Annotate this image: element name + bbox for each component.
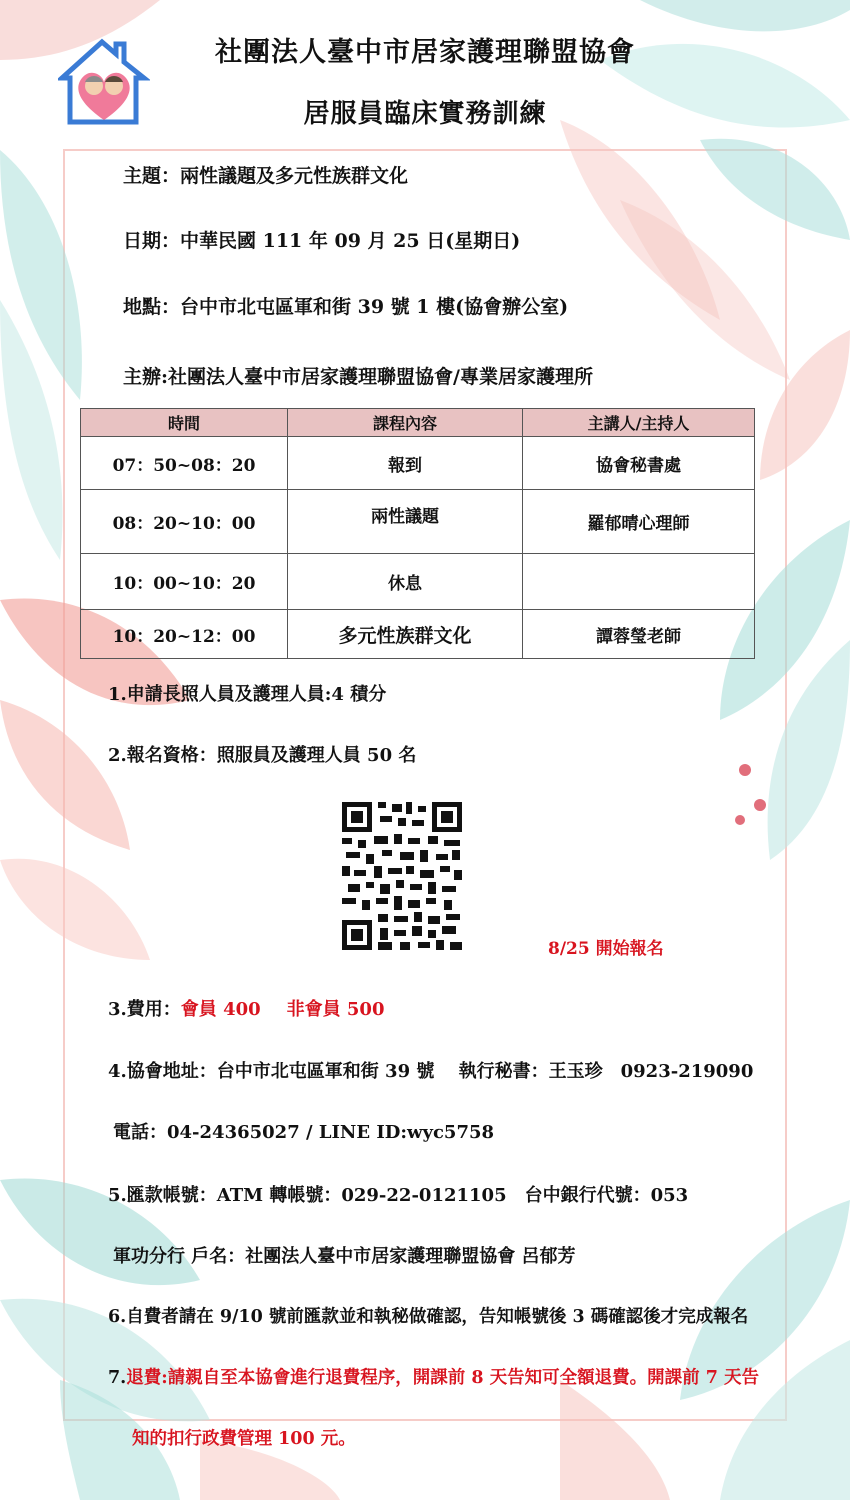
credits-note: 1.申請長照人員及護理人員:4 積分 bbox=[108, 684, 387, 705]
topic-line: 主題：兩性議題及多元性族群文化 bbox=[123, 165, 409, 187]
bank-note: 5.匯款帳號：ATM 轉帳號：029-22-0121105 台中銀行代號：053 bbox=[108, 1185, 689, 1206]
row-speaker: 譚蓉瑩老師 bbox=[523, 610, 755, 659]
confirm-note: 6.自費者請在 9/10 號前匯款並和執秘做確認，告知帳號後 3 碼確認後才完成報名 bbox=[108, 1307, 749, 1327]
schedule-table bbox=[80, 408, 755, 659]
phone-note: 電話：04-24365027 / LINE ID:wyc5758 bbox=[113, 1122, 495, 1143]
row-speaker bbox=[523, 554, 755, 610]
row-speaker: 羅郁晴心理師 bbox=[523, 490, 755, 554]
organizer-line: 主辦:社團法人臺中市居家護理聯盟協會/專業居家護理所 bbox=[123, 366, 593, 388]
refund-number: 7. bbox=[108, 1368, 127, 1388]
refund-line2: 知的扣行政費管理 100 元。 bbox=[132, 1429, 356, 1449]
row-content: 多元性族群文化 bbox=[288, 610, 523, 659]
schedule-header-row bbox=[81, 409, 755, 437]
row-time: 07：50~08：20 bbox=[81, 437, 288, 490]
branch-note: 軍功分行 戶名：社團法人臺中市居家護理聯盟協會 呂郁芳 bbox=[113, 1246, 576, 1267]
header-content: 課程內容 bbox=[288, 409, 523, 437]
fee-line bbox=[108, 995, 384, 1021]
table-row bbox=[81, 490, 755, 554]
fee-label: 3.費用： bbox=[108, 999, 181, 1020]
row-content: 報到 bbox=[288, 437, 523, 490]
row-content: 兩性議題 bbox=[288, 490, 523, 554]
refund-line1: 退費:請親自至本協會進行退費程序，開課前 8 天告知可全額退費。開課前 7 天告 bbox=[126, 1368, 759, 1388]
eligibility-note: 2.報名資格：照服員及護理人員 50 名 bbox=[108, 745, 417, 766]
row-time: 10：20~12：00 bbox=[81, 610, 288, 659]
fee-nonmember: 非會員 500 bbox=[286, 999, 385, 1020]
org-title: 社團法人臺中市居家護理聯盟協會 bbox=[215, 37, 635, 68]
header-time: 時間 bbox=[81, 409, 288, 437]
row-time: 08：20~10：00 bbox=[81, 490, 288, 554]
refund-note bbox=[108, 1364, 759, 1389]
fee-member: 會員 400 bbox=[180, 999, 261, 1020]
header-speaker: 主講人/主持人 bbox=[523, 409, 755, 437]
table-row bbox=[81, 437, 755, 490]
row-time: 10：00~10：20 bbox=[81, 554, 288, 610]
row-content: 休息 bbox=[288, 554, 523, 610]
location-line: 地點：台中市北屯區軍和街 39 號 1 樓(協會辦公室) bbox=[123, 296, 569, 318]
registration-start-note: 8/25 開始報名 bbox=[548, 939, 664, 959]
address-note: 4.協會地址：台中市北屯區軍和街 39 號 執行秘書：王玉珍 0923-219090 bbox=[108, 1061, 754, 1082]
table-row bbox=[81, 554, 755, 610]
qr-code-icon[interactable] bbox=[340, 800, 464, 952]
row-speaker: 協會秘書處 bbox=[523, 437, 755, 490]
table-row bbox=[81, 610, 755, 659]
training-title: 居服員臨床實務訓練 bbox=[303, 99, 547, 129]
date-line: 日期：中華民國 111 年 09 月 25 日(星期日) bbox=[123, 230, 521, 252]
